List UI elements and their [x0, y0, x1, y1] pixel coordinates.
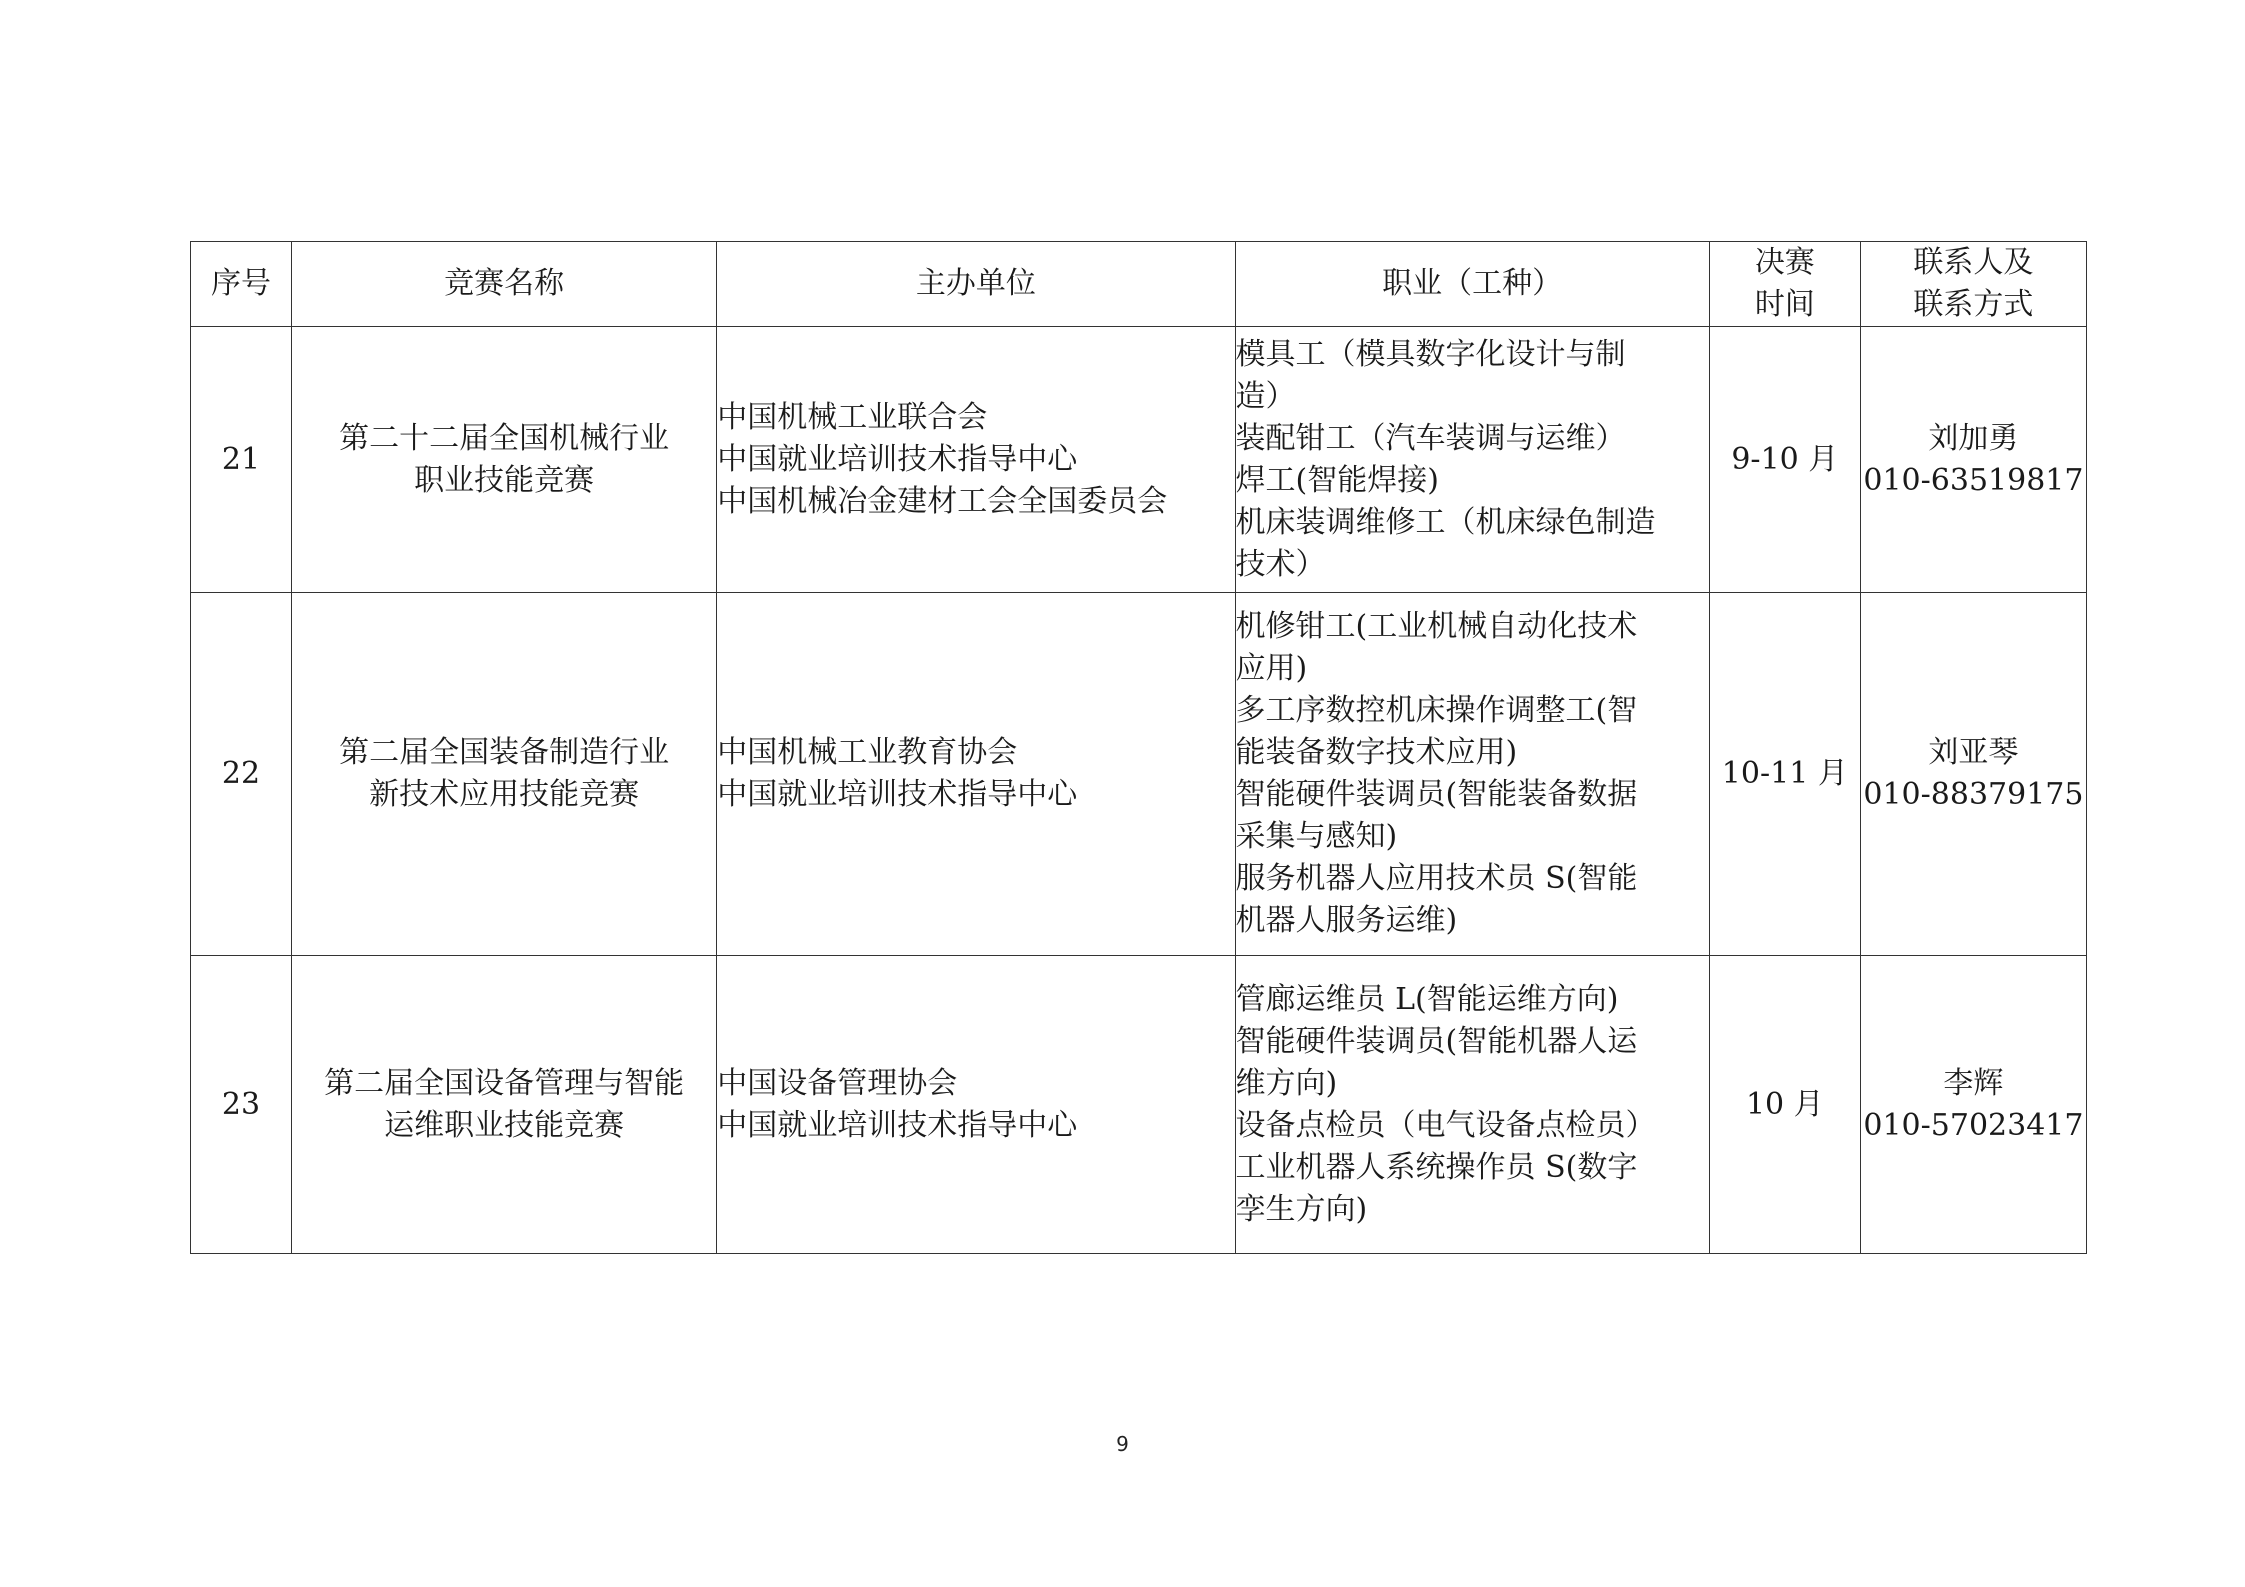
contact-name: 李辉 — [1943, 1065, 2004, 1101]
competition-name: 第二届全国装备制造行业 新技术应用技能竞赛 — [292, 593, 717, 956]
row-no: 23 — [191, 956, 292, 1254]
contact-info — [1860, 593, 2086, 956]
competition-name: 第二十二届全国机械行业 职业技能竞赛 — [292, 327, 717, 593]
contact-phone: 010-63519817 — [1863, 462, 2084, 498]
host-organization: 中国机械工业联合会 中国就业培训技术指导中心 中国机械冶金建材工会全国委员会 — [717, 327, 1235, 593]
final-time: 10 月 — [1709, 956, 1860, 1254]
contact-name: 刘亚琴 — [1928, 735, 2019, 770]
table-row — [191, 327, 2087, 593]
table-header-row — [191, 242, 2087, 327]
row-no: 21 — [191, 327, 292, 593]
contact-phone: 010-57023417 — [1863, 1107, 2084, 1143]
occupation-list: 模具工（模具数字化设计与制 造） 装配钳工（汽车装调与运维） 焊工(智能焊接) 机床装调维修工（机床绿色制造 技术） — [1235, 327, 1709, 593]
header-no: 序号 — [191, 242, 292, 327]
header-name: 竞赛名称 — [292, 242, 717, 327]
header-host: 主办单位 — [717, 242, 1235, 327]
occupation-list: 机修钳工(工业机械自动化技术 应用) 多工序数控机床操作调整工(智 能装备数字技术应用) 智能硬件装调员(智能装备数据 采集与感知) 服务机器人应用技术员 S(智能 机器人服务运维) — [1235, 593, 1709, 956]
contact-phone: 010-88379175 — [1863, 777, 2084, 812]
final-time: 9-10 月 — [1709, 327, 1860, 593]
page-number: 9 — [1116, 1432, 1129, 1456]
competition-name: 第二届全国设备管理与智能 运维职业技能竞赛 — [292, 956, 717, 1254]
host-organization: 中国设备管理协会 中国就业培训技术指导中心 — [717, 956, 1235, 1254]
table-row — [191, 956, 2087, 1254]
header-contact: 联系人及 联系方式 — [1860, 242, 2086, 327]
final-time: 10-11 月 — [1709, 593, 1860, 956]
row-no: 22 — [191, 593, 292, 956]
header-final-time: 决赛 时间 — [1709, 242, 1860, 327]
contact-info — [1860, 956, 2086, 1254]
header-occupation: 职业（工种） — [1235, 242, 1709, 327]
host-organization: 中国机械工业教育协会 中国就业培训技术指导中心 — [717, 593, 1235, 956]
contact-info — [1860, 327, 2086, 593]
table-row — [191, 593, 2087, 956]
competition-table — [190, 241, 2087, 1254]
occupation-list: 管廊运维员 L(智能运维方向) 智能硬件装调员(智能机器人运 维方向) 设备点检员（电气设备点检员） 工业机器人系统操作员 S(数字 孪生方向) — [1235, 956, 1709, 1254]
contact-name: 刘加勇 — [1928, 420, 2019, 456]
